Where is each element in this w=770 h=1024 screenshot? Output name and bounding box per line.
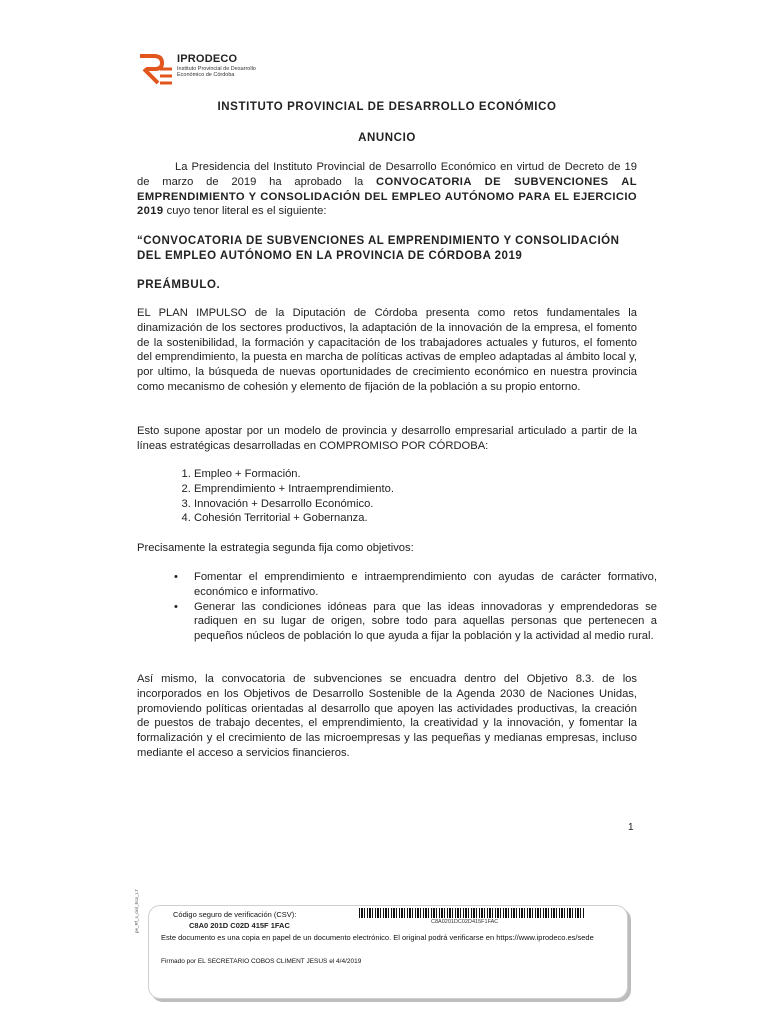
side-reference: pe_Rf_s_ciol_Eco_L7 (134, 889, 139, 933)
announcement-heading: ANUNCIO (358, 132, 416, 144)
list-item: 4. Cohesión Territorial + Gobernanza. (194, 511, 394, 526)
csv-label: Código seguro de verificación (CSV): (173, 910, 297, 919)
strategic-lines-list (174, 467, 394, 526)
paragraph-ods: Así mismo, la convocatoria de subvenciones se encuadra dentro del Objetivo 8.3. de los incorporados en los Objetivos de Desarrollo Sostenible de la Agenda 2030 de Naciones Unidas, promoviendo políticas orientadas al desarrollo que apoyen las actividades productivas, la creación de puestos de trabajo decentes, el emprendimiento, la creatividad y la innovación, y fomentar la formalización y el crecimiento de las microempresas y las pequeñas y medianas empresas, incluso mediante el acceso a servicios financieros. (137, 673, 637, 759)
intro-lead: La Presidencia del Instituto Provincial de Desarrollo Económico en virtud de Decreto de 19 de marzo de 2019 ha aprobado la (137, 161, 637, 188)
intro-paragraph (137, 160, 637, 219)
list-item: 2. Emprendimiento + Intraemprendimiento. (194, 482, 394, 497)
barcode-text: C8A0201DC02D415F1FAC (431, 919, 499, 925)
logo-subtitle: Instituto Provincial de Desarrollo Económico de Córdoba (177, 66, 256, 78)
list-item: 1. Empleo + Formación. (194, 467, 394, 482)
iprodeco-logo (138, 50, 258, 90)
institution-heading: INSTITUTO PROVINCIAL DE DESARROLLO ECONÓMICO (217, 101, 557, 113)
paragraph-modelo-provincia: Esto supone apostar por un modelo de provincia y desarrollo empresarial articulado a partir de la líneas estratégicas desarrolladas en COMPROMISO POR CÓRDOBA: (137, 425, 637, 452)
list-item: 3. Innovación + Desarrollo Económico. (194, 497, 394, 512)
copy-notice: Este documento es una copia en papel de un documento electrónico. El original podrá verificarse en https://www.iprodeco.es/sede (161, 933, 594, 942)
list-item: • Fomentar el emprendimiento e intraemprendimiento con ayudas de carácter formativo, económico e informativo. (194, 570, 657, 600)
page-number: 1 (628, 822, 634, 833)
preamble-heading: PREÁMBULO. (137, 279, 221, 291)
csv-code: C8A0 201D C02D 415F 1FAC (189, 921, 290, 930)
paragraph-plan-impulso: EL PLAN IMPULSO de la Diputación de Córdoba presenta como retos fundamentales la dinamización de los sectores productivos, la adaptación de la innovación de la empresa, el fomento de la sostenibilidad, la formación y capacitación de los trabajadores actuales y futuros, el fomento del emprendimiento, la puesta en marcha de políticas activas de empleo adaptadas al ámbito local y, por ultimo, la búsqueda de nuevas oportunidades de crecimiento económico en nuestra provincia como mecanismo de cohesión y elemento de fijación de la población a su propio entorno. (137, 307, 637, 393)
verification-stamp (148, 905, 628, 999)
objectives-list (174, 570, 657, 644)
convocation-title: “CONVOCATORIA DE SUBVENCIONES AL EMPRENDIMIENTO Y CONSOLIDACIÓN DEL EMPLEO AUTÓNOMO EN LA PROVINCIA DE CÓRDOBA 2019 (137, 235, 620, 262)
signature-line: Firmado por EL SECRETARIO COBOS CLIMENT JESUS el 4/4/2019 (161, 958, 362, 965)
list-item: • Generar las condiciones idóneas para que las ideas innovadoras y emprendedoras se radiquen en su lugar de origen, sobre todo para aquellas personas que pertenecen a pequeños núcleos de población lo que ayuda a fijar la población y la actividad al medio rural. (194, 600, 657, 644)
logo-title: IPRODECO (177, 53, 238, 65)
intro-bold-title: CONVOCATORIA DE SUBVENCIONES AL EMPRENDIMIENTO Y CONSOLIDACIÓN DEL EMPLEO AUTÓNOMO PARA EL EJERCICIO 2019 (137, 175, 638, 218)
iprodeco-logo-icon (138, 52, 174, 86)
intro-tail: cuyo tenor literal es el siguiente: (163, 205, 327, 218)
paragraph-objectives-intro: Precisamente la estrategia segunda fija como objetivos: (137, 542, 414, 554)
barcode-image (359, 908, 585, 918)
